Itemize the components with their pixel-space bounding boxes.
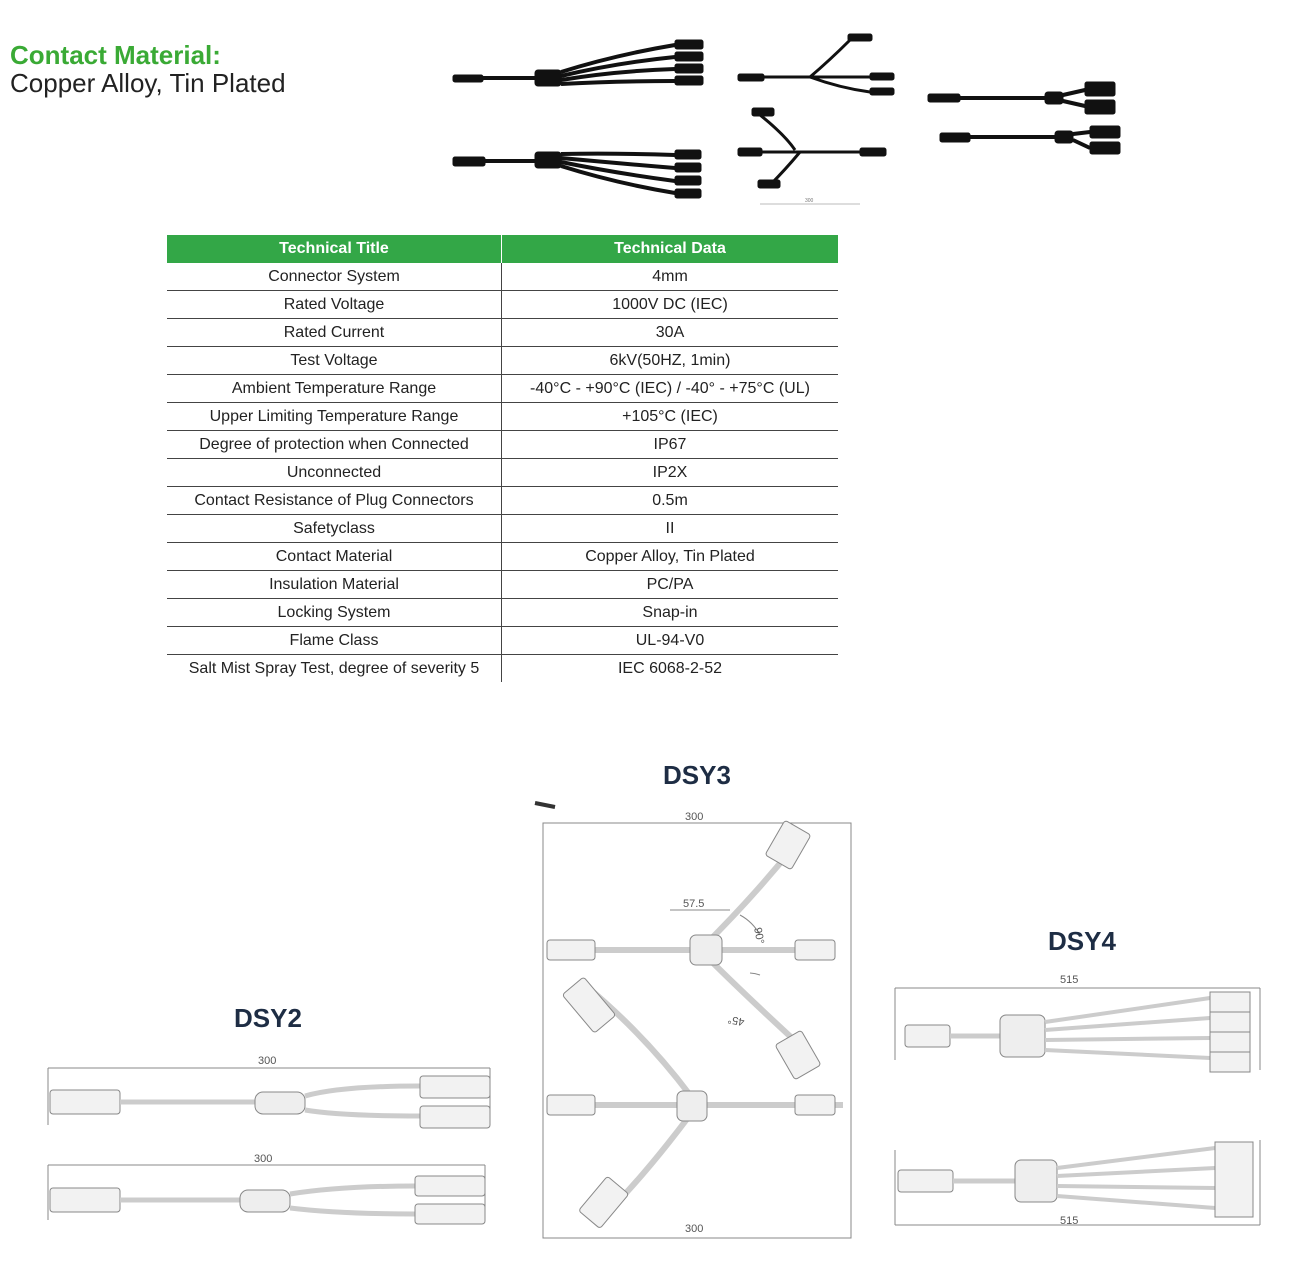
table-row bbox=[167, 403, 838, 431]
technical-title-cell: Degree of protection when Connected bbox=[167, 431, 502, 459]
technical-data-cell: -40°C - +90°C (IEC) / -40° - +75°C (UL) bbox=[502, 375, 839, 403]
technical-data-table bbox=[167, 235, 838, 682]
technical-data-cell: Snap-in bbox=[502, 599, 839, 627]
technical-title-cell: Rated Current bbox=[167, 319, 502, 347]
header-technical-title: Technical Title bbox=[167, 235, 502, 263]
dsy4-technical-drawing bbox=[890, 970, 1265, 1235]
table-row bbox=[167, 599, 838, 627]
table-row bbox=[167, 431, 838, 459]
technical-data-cell: IP2X bbox=[502, 459, 839, 487]
dsy3-dim-top: 300 bbox=[685, 811, 704, 823]
dsy4-dim-bottom: 515 bbox=[1060, 1215, 1079, 1227]
dsy3-dim-mid: 57.5 bbox=[683, 898, 705, 910]
technical-title-cell: Flame Class bbox=[167, 627, 502, 655]
technical-data-cell: +105°C (IEC) bbox=[502, 403, 839, 431]
table-row bbox=[167, 347, 838, 375]
photo-4way-branch bbox=[445, 35, 710, 205]
dsy3-technical-drawing bbox=[525, 795, 870, 1250]
table-row bbox=[167, 291, 838, 319]
photo-2way-branch bbox=[925, 70, 1125, 165]
technical-title-cell: Salt Mist Spray Test, degree of severity 5 bbox=[167, 655, 502, 683]
dsy2-technical-drawing bbox=[40, 1050, 500, 1245]
technical-title-cell: Test Voltage bbox=[167, 347, 502, 375]
model-label-dsy3: DSY3 bbox=[663, 760, 731, 790]
contact-material-value: Copper Alloy, Tin Plated bbox=[10, 68, 286, 98]
technical-title-cell: Unconnected bbox=[167, 459, 502, 487]
table-header-row bbox=[167, 235, 838, 263]
table-row bbox=[167, 487, 838, 515]
table-row bbox=[167, 571, 838, 599]
technical-data-cell: 6kV(50HZ, 1min) bbox=[502, 347, 839, 375]
table-row bbox=[167, 543, 838, 571]
dsy3-angle-45: 45° bbox=[726, 1012, 746, 1028]
technical-data-cell: 1000V DC (IEC) bbox=[502, 291, 839, 319]
technical-data-cell: PC/PA bbox=[502, 571, 839, 599]
table-row bbox=[167, 263, 838, 291]
technical-title-cell: Connector System bbox=[167, 263, 502, 291]
technical-title-cell: Contact Material bbox=[167, 543, 502, 571]
dsy4-dim-top: 515 bbox=[1060, 974, 1079, 986]
dsy3-angle-90: 90° bbox=[751, 926, 766, 945]
dsy2-dim-top: 300 bbox=[258, 1055, 277, 1067]
technical-data-cell: Copper Alloy, Tin Plated bbox=[502, 543, 839, 571]
photo-dim-caption: 300 bbox=[805, 198, 814, 204]
table-row bbox=[167, 515, 838, 543]
dsy3-dim-bottom: 300 bbox=[685, 1223, 704, 1235]
technical-title-cell: Safetyclass bbox=[167, 515, 502, 543]
technical-data-cell: UL-94-V0 bbox=[502, 627, 839, 655]
technical-data-cell: IP67 bbox=[502, 431, 839, 459]
table-row bbox=[167, 375, 838, 403]
technical-title-cell: Locking System bbox=[167, 599, 502, 627]
technical-title-cell: Insulation Material bbox=[167, 571, 502, 599]
technical-title-cell: Contact Resistance of Plug Connectors bbox=[167, 487, 502, 515]
technical-title-cell: Rated Voltage bbox=[167, 291, 502, 319]
table-row bbox=[167, 655, 838, 683]
table-row bbox=[167, 459, 838, 487]
table-row bbox=[167, 319, 838, 347]
header-technical-data: Technical Data bbox=[502, 235, 839, 263]
technical-data-cell: 30A bbox=[502, 319, 839, 347]
table-row bbox=[167, 627, 838, 655]
technical-data-cell: 0.5m bbox=[502, 487, 839, 515]
technical-title-cell: Upper Limiting Temperature Range bbox=[167, 403, 502, 431]
model-label-dsy4: DSY4 bbox=[1048, 926, 1116, 956]
dsy2-dim-bottom: 300 bbox=[254, 1153, 273, 1165]
model-label-dsy2: DSY2 bbox=[234, 1003, 302, 1033]
photo-3way-branch bbox=[730, 30, 905, 210]
technical-data-cell: IEC 6068-2-52 bbox=[617, 659, 723, 677]
technical-data-cell: 4mm bbox=[502, 263, 839, 291]
contact-material-label: Contact Material: bbox=[10, 40, 221, 70]
technical-title-cell: Ambient Temperature Range bbox=[167, 375, 502, 403]
technical-data-cell: II bbox=[502, 515, 839, 543]
